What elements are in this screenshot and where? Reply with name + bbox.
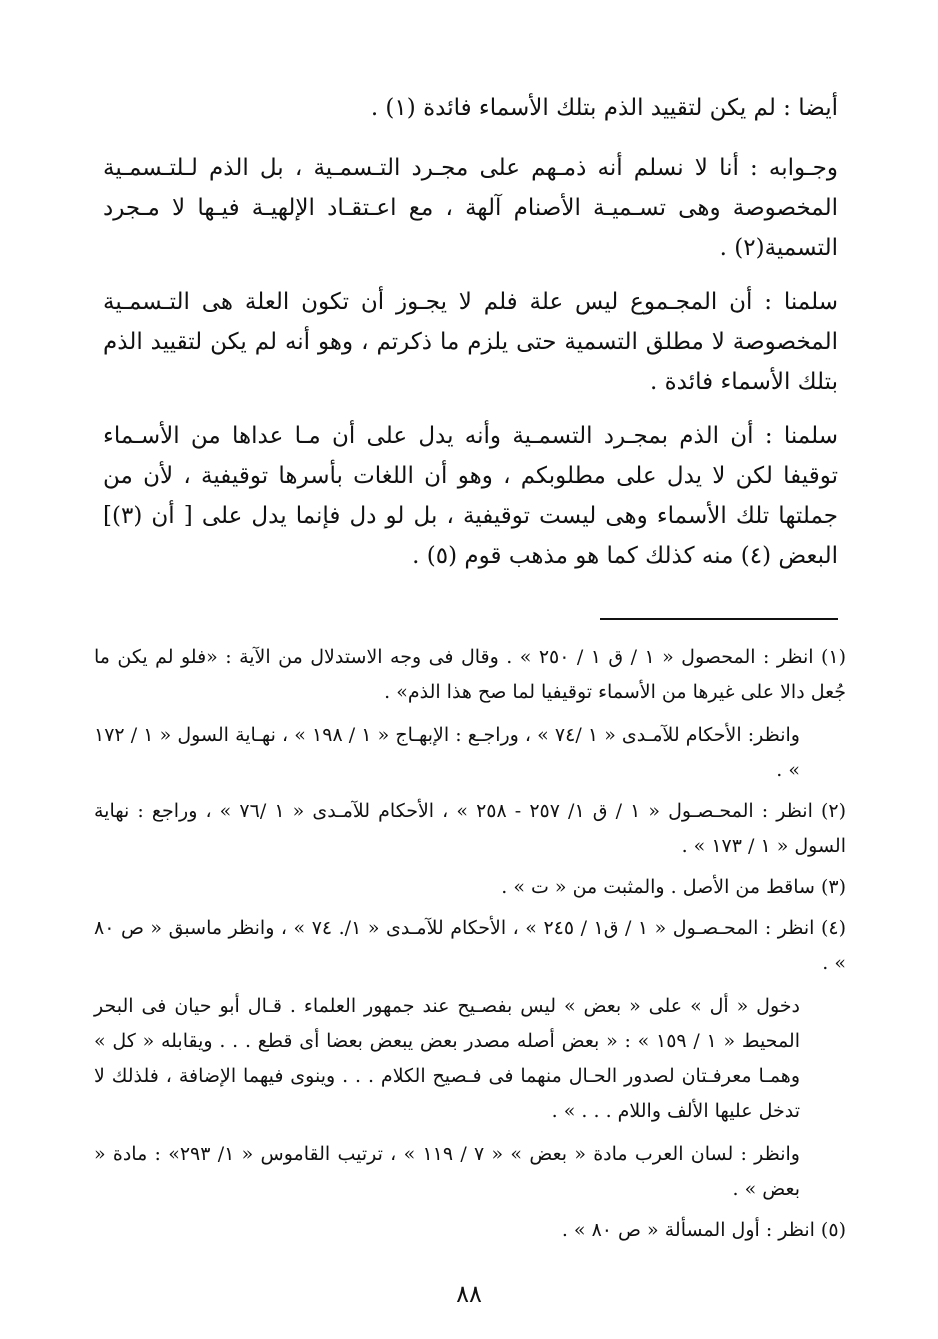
footnote-5: (٥) انظر : أول المسألة « ص ٨٠ » . [561, 1219, 846, 1241]
footnote-4-commentary: دخول « أل » على « بعض » ليس بفصـيح عند جمهور العلماء . قـال أبو حيان فى البحر المحيط « ١ / ١٥٩ » : « بعض أصله مصدر بعض يبعض بعضا أى قطع . . . ويقابله « كل » وهمـا معرفـتان لصدور الحـال منهما فى فـصيح الكلام . . . وينوى فيهما الإضافة ، فلذلك لا تدخل عليها الألف واللام . . . » . [94, 995, 800, 1122]
page-number: ٨٨ [456, 1280, 482, 1308]
paragraph: وجـوابه : أنا لا نسلم أنه ذمـهم على مجـرد التـسمـية ، بل الذم لـلتـسمـية المخصوصة وهى تسـميـة الأصنام آلهة ، مع اعـتقـاد الإلهيـة فيـها لا مـجرد التسمية(٢) . [103, 155, 838, 261]
footnote-1: (١) انظر : المحصول « ١ / ق ١ / ٢٥٠ » . وقال فى وجه الاستدلال من الآية : «فلو لم يكن ما جُعل دالا على غيرها من الأسماء توقيفيا لما صح هذا الذم» . [94, 646, 847, 703]
footnote-1-continued: وانظر: الأحكام للآمـدى « ١ /٧٤ » ، وراجـع : الإبهـاج « ١ / ١٩٨ » ، نهـاية السول « ١ / ١٧٢ » . [94, 724, 800, 781]
paragraph: سلمنا : أن المجـموع ليس علة فلم لا يجـوز أن تكون العلة هى التـسمـية المخصوصة لا مطلق التسمية حتى يلزم ما ذكرتم ، وهو أنه لم يكن لتقييد الذم بتلك الأسماء فائدة . [103, 289, 838, 395]
paragraph: أيضا : لم يكن لتقييد الذم بتلك الأسماء فائدة (١) . [370, 95, 838, 121]
paragraph: سلمنا : أن الذم بمجـرد التسمـية وأنه يدل على أن مـا عداها من الأسـماء توقيفا لكن لا يدل على مطلوبكم ، وهو أن اللغات بأسرها توقيفية ، لأن من جملتها تلك الأسماء وهى ليست توقيفية ، بل لو دل فإنما يدل على [ أن (٣)] البعض (٤) منه كذلك كما هو مذهب قوم (٥) . [103, 423, 838, 569]
main-text [103, 88, 838, 590]
footnote-separator [600, 618, 838, 620]
footnote-2: (٢) انظر : المحـصـول « ١ / ق ١/ ٢٥٧ - ٢٥٨ » ، الأحكام للآمـدى « ١ /٧٦ » ، وراجع : نهاية السول « ١ / ١٧٣ » . [94, 800, 847, 857]
footnote-3: (٣) ساقط من الأصل . والمثبت من « ت » . [501, 876, 846, 898]
footnotes [94, 640, 846, 1254]
footnote-4-reference: وانظر : لسان العرب مادة « بعض » « ٧ / ١١٩ » ، ترتيب القاموس « ١/ ٢٩٣» : مادة « بعض » . [94, 1143, 800, 1200]
footnote-4: (٤) انظر : المحـصـول « ١ / ق١ / ٢٤٥ » ، الأحكام للآمـدى « ١/. ٧٤ » ، وانظر ماسبق « ص ٨٠ » . [94, 917, 847, 974]
